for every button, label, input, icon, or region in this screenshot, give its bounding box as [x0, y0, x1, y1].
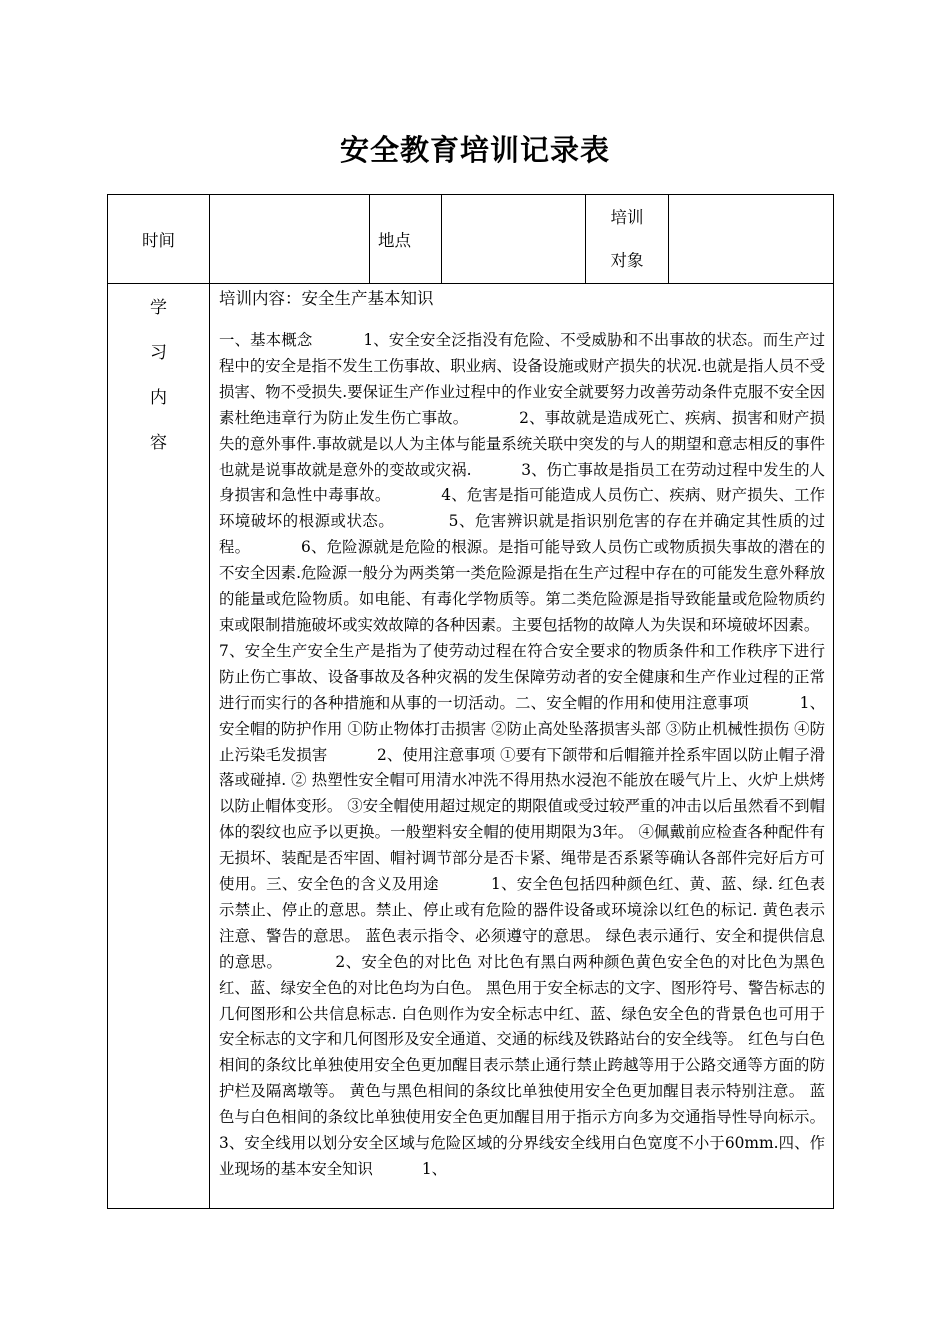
target-label — [586, 195, 669, 284]
training-record-table — [107, 194, 834, 1209]
header-row — [108, 195, 834, 284]
side-label-char: 容 — [150, 433, 167, 453]
content-title: 培训内容：安全生产基本知识 — [219, 289, 434, 308]
content-cell — [210, 284, 834, 1209]
place-label: 地点 — [370, 195, 442, 284]
target-value-cell[interactable] — [669, 195, 834, 284]
place-value-cell[interactable] — [442, 195, 586, 284]
time-label: 时间 — [108, 195, 210, 284]
target-label-line2: 对象 — [610, 251, 644, 270]
target-label-line1: 培训 — [610, 208, 644, 227]
side-label-char: 学 — [150, 298, 167, 318]
study-content-label — [108, 284, 210, 1209]
content-row — [108, 284, 834, 1209]
document-title: 安全教育培训记录表 — [339, 133, 610, 167]
time-value-cell[interactable] — [210, 195, 370, 284]
side-label-char: 内 — [150, 388, 167, 408]
side-label-char: 习 — [150, 343, 167, 363]
content-body: 一、基本概念 1、安全安全泛指没有危险、不受威胁和不出事故的状态。而生产过程中的安全是指不发生工伤事故、职业病、设备设施或财产损失的状况.也就是指人员不受损害、物不受损失.要保证生产作业过程中的作业安全就要努力改善劳动条件克服不安全因素杜绝违章行为防止发生伤亡事故。 2、事故就是造成死亡、疾病、损害和财产损失的意外事件.事故就是以人为主体与能量系统关联中突发的与人的期望和意志相反的事件也就是说事故就是意外的变故或灾祸. 3、伤亡事故是指员工在劳动过程中发生的人身损害和急性中毒事故。 4、危害是指可能造成人员伤亡、疾病、财产损失、工作环境破坏的根源或状态。 5、危害辨识就是指识别危害的存在并确定其性质的过程。 6、危险源就是危险的根源。是指可能导致人员伤亡或物质损失事故的潜在的不安全因素.危险源一般分为两类第一类危险源是指在生产过程中存在的可能发生意外释放的能量或危险物质。如电能、有毒化学物质等。第二类危险源是指导致能量或危险物质约束或限制措施破坏或实效故障的各种因素。主要包括物的故障人为失误和环境破坏因素。 7、安全生产安全生产是指为了使劳动过程在符合安全要求的物质条件和工作秩序下进行防止伤亡事故、设备事故及各种灾祸的发生保障劳动者的安全健康和生产作业过程的正常进行而实行的各种措施和从事的一切活动。二、安全帽的作用和使用注意事项 1、安全帽的防护作用 ①防止物体打击损害 ②防止高处坠落损害头部 ③防止机械性损伤 ④防止污染毛发损害 2、使用注意事项 ①要有下颌带和后帽箍并拴系牢固以防止帽子滑落或碰掉. ② 热塑性安全帽可用清水冲洗不得用热水浸泡不能放在暖气片上、火炉上烘烤以防止帽体变形。 ③安全帽使用超过规定的期限值或受过较严重的冲击以后虽然看不到帽体的裂纹也应予以更换。一般塑料安全帽的使用期限为3年。 ④佩戴前应检查各种配件有无损坏、装配是否牢固、帽衬调节部分是否卡紧、绳带是否系紧等确认各部件完好后方可使用。三、安全色的含义及用途 1、安全色包括四种颜色红、黄、蓝、绿. 红色表示禁止、停止的意思。禁止、停止或有危险的器件设备或环境涂以红色的标记. 黄色表示注意、警告的意思。 蓝色表示指令、必须遵守的意思。 绿色表示通行、安全和提供信息的意思。 2、安全色的对比色 对比色有黑白两种颜色黄色安全色的对比色为黑色红、蓝、绿安全色的对比色均为白色。 黑色用于安全标志的文字、图形符号、警告标志的几何图形和公共信息标志. 白色则作为安全标志中红、蓝、绿色安全色的背景色也可用于安全标志的文字和几何图形及安全通道、交通的标线及铁路站台的安全线等。 红色与白色相间的条纹比单独使用安全色更加醒目表示禁止通行禁止跨越等用于公路交通等方面的防护栏及隔离墩等。 黄色与黑色相间的条纹比单独使用安全色更加醒目表示特别注意。 蓝色与白色相间的条纹比单独使用安全色更加醒目用于指示方向多为交通指导性导向标示。 3、安全线用以划分安全区域与危险区域的分界线安全线用白色宽度不小于60mm.四、作业现场的基本安全知识 1、 — [219, 331, 825, 1178]
